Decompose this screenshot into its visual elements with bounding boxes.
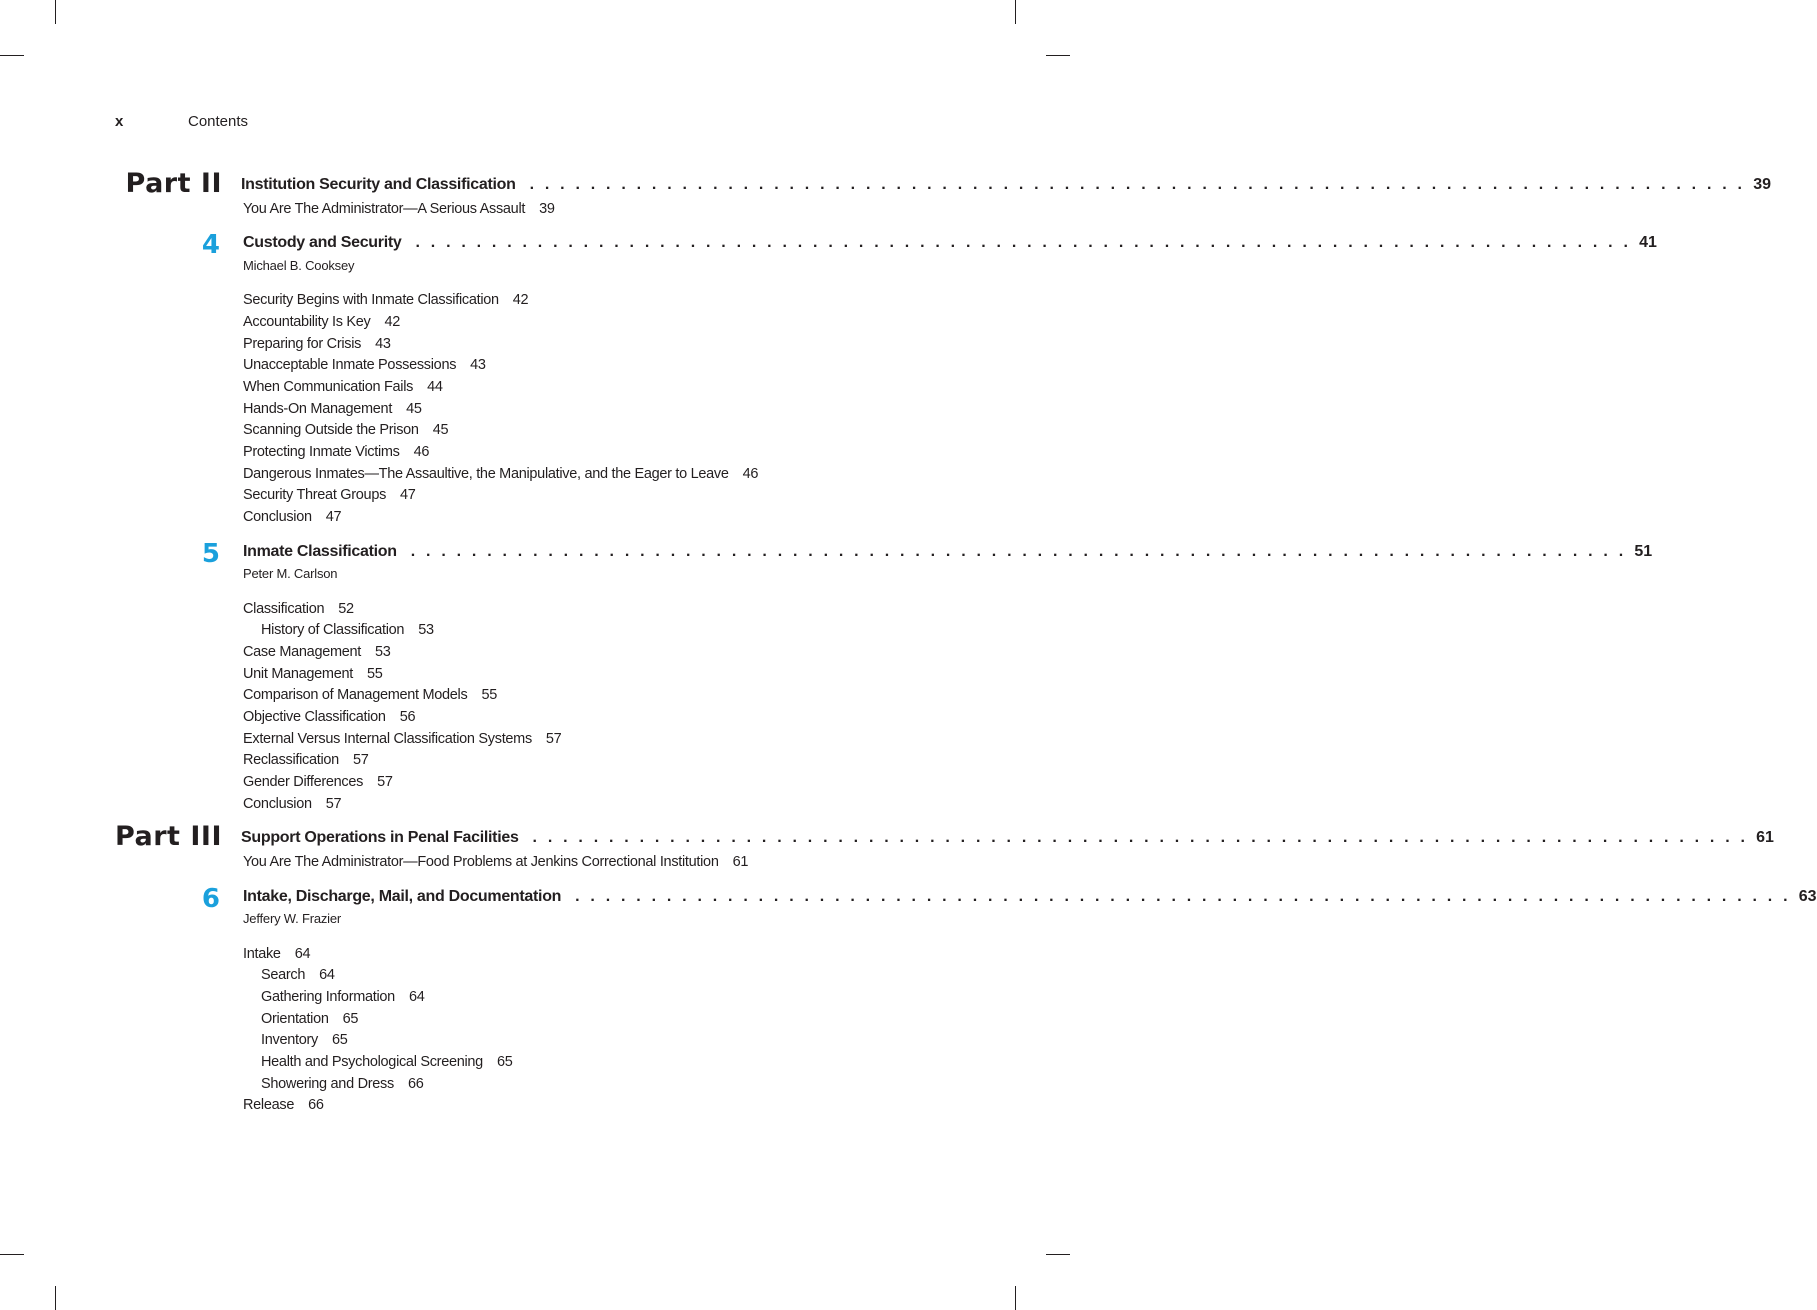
dot-leader: . . . . . . . . . . . . . . . . . . . . . . . . . . . . . . . . . . . . . . . . . . . . . . . . . . . . . . . . . . . . . . . . . . . . . . . . . . . . . . . . xyxy=(532,829,1749,846)
entry-title: Search xyxy=(261,967,306,983)
entry-page: 46 xyxy=(742,466,759,482)
crop-mark xyxy=(55,0,56,24)
chapter-title: Custody and Security xyxy=(243,234,402,251)
toc-entry[interactable] xyxy=(243,444,429,460)
chapter-author: Peter M. Carlson xyxy=(243,566,338,581)
entry-page: 47 xyxy=(325,509,342,525)
entry-title: Classification xyxy=(243,601,325,617)
entry-page: 65 xyxy=(496,1054,513,1070)
entry-page: 64 xyxy=(408,989,425,1005)
toc-entry[interactable] xyxy=(243,601,354,617)
entry-page: 57 xyxy=(325,796,342,812)
entry-title: Inventory xyxy=(261,1032,318,1048)
entry-page: 53 xyxy=(375,644,391,660)
dot-leader: . . . . . . . . . . . . . . . . . . . . . . . . . . . . . . . . . . . . . . . . . . . . . . . . . . . . . . . . . . . . . . . . . . . . . . . . . . . . . . . . xyxy=(575,888,1791,905)
toc-entry[interactable] xyxy=(243,644,391,660)
entry-title: Preparing for Crisis xyxy=(243,336,362,352)
toc-entry[interactable] xyxy=(243,1097,324,1113)
crop-mark xyxy=(1015,0,1016,24)
toc-entry[interactable] xyxy=(243,796,341,812)
toc-part-heading[interactable] xyxy=(241,176,1771,198)
entry-page: 42 xyxy=(512,292,529,308)
toc-subentry[interactable] xyxy=(261,967,335,983)
dot-leader: . . . . . . . . . . . . . . . . . . . . . . . . . . . . . . . . . . . . . . . . . . . . . . . . . . . . . . . . . . . . . . . . . . . . . . . . . . . . . . . . xyxy=(415,234,1632,251)
chapter-number: 6 xyxy=(201,884,220,914)
entry-title: Unit Management xyxy=(243,666,353,682)
entry-title: Hands-On Management xyxy=(243,401,393,417)
toc-chapter-heading[interactable] xyxy=(243,888,1817,910)
entry-title: History of Classification xyxy=(261,622,405,638)
toc-chapter-heading[interactable] xyxy=(243,543,1653,565)
entry-page: 66 xyxy=(308,1097,324,1113)
crop-mark xyxy=(0,55,24,56)
entry-title: Conclusion xyxy=(243,509,312,525)
entry-page: 66 xyxy=(407,1076,424,1092)
dot-leader: . . . . . . . . . . . . . . . . . . . . . . . . . . . . . . . . . . . . . . . . . . . . . . . . . . . . . . . . . . . . . . . . . . . . . . . . . . . . . . . . xyxy=(529,176,1746,193)
toc-entry[interactable] xyxy=(243,854,748,870)
entry-title: Showering and Dress xyxy=(261,1076,394,1092)
toc-entry[interactable] xyxy=(243,357,486,373)
entry-title: You Are The Administrator—Food Problems at Jenkins Correctional Institution xyxy=(243,854,719,870)
toc-chapter-heading[interactable] xyxy=(243,234,1657,256)
entry-page: 42 xyxy=(384,314,401,330)
toc-entry[interactable] xyxy=(243,709,415,725)
entry-title: Reclassification xyxy=(243,752,339,768)
toc-subentry[interactable] xyxy=(261,622,434,638)
entry-title: Gender Differences xyxy=(243,774,364,790)
crop-mark xyxy=(1015,1286,1016,1310)
part-label: Part II xyxy=(125,168,222,199)
toc-entry[interactable] xyxy=(243,666,382,682)
crop-mark xyxy=(1046,55,1070,56)
entry-title: Objective Classification xyxy=(243,709,386,725)
entry-page: 65 xyxy=(331,1032,348,1048)
toc-subentry[interactable] xyxy=(261,1054,512,1070)
entry-page: 61 xyxy=(732,854,749,870)
toc-entry[interactable] xyxy=(243,731,561,747)
chapter-number: 5 xyxy=(201,539,220,569)
toc-subentry[interactable] xyxy=(261,1076,423,1092)
toc-entry[interactable] xyxy=(243,509,341,525)
dot-leader: . . . . . . . . . . . . . . . . . . . . . . . . . . . . . . . . . . . . . . . . . . . . . . . . . . . . . . . . . . . . . . . . . . . . . . . . . . . . . . . . xyxy=(410,543,1627,560)
toc-entry[interactable] xyxy=(243,774,393,790)
toc-entry[interactable] xyxy=(243,314,400,330)
entry-title: Case Management xyxy=(243,644,362,660)
page-number: 39 xyxy=(1753,176,1771,193)
toc-entry[interactable] xyxy=(243,379,443,395)
entry-title: Protecting Inmate Victims xyxy=(243,444,400,460)
toc-part-heading[interactable] xyxy=(241,829,1774,851)
entry-title: Security Begins with Inmate Classification xyxy=(243,292,499,308)
toc-entry[interactable] xyxy=(243,752,368,768)
page-folio: x xyxy=(115,113,124,130)
toc-subentry[interactable] xyxy=(261,989,424,1005)
entry-title: Orientation xyxy=(261,1011,329,1027)
toc-entry[interactable] xyxy=(243,946,310,962)
crop-mark xyxy=(1046,1254,1070,1255)
entry-title: Release xyxy=(243,1097,295,1113)
entry-title: Scanning Outside the Prison xyxy=(243,422,419,438)
entry-title: You Are The Administrator—A Serious Assault xyxy=(243,201,526,217)
toc-subentry[interactable] xyxy=(261,1032,347,1048)
entry-title: Accountability Is Key xyxy=(243,314,371,330)
page-number: 61 xyxy=(1756,829,1774,846)
page-number: 41 xyxy=(1639,234,1657,251)
entry-page: 65 xyxy=(342,1011,359,1027)
crop-mark xyxy=(55,1286,56,1310)
toc-entry[interactable] xyxy=(243,201,555,217)
chapter-number: 4 xyxy=(201,230,220,260)
crop-mark xyxy=(0,1254,24,1255)
entry-page: 44 xyxy=(427,379,443,395)
entry-page: 53 xyxy=(418,622,434,638)
entry-page: 52 xyxy=(338,601,354,617)
entry-title: External Versus Internal Classification Systems xyxy=(243,731,532,747)
toc-entry[interactable] xyxy=(243,487,416,503)
entry-page: 57 xyxy=(545,731,562,747)
entry-title: Conclusion xyxy=(243,796,312,812)
chapter-title: Inmate Classification xyxy=(243,543,397,560)
toc-entry[interactable] xyxy=(243,401,422,417)
page-number: 63 xyxy=(1798,888,1817,905)
entry-page: 57 xyxy=(377,774,393,790)
entry-page: 55 xyxy=(481,687,497,703)
running-head-title: Contents xyxy=(188,113,249,130)
part-label: Part III xyxy=(114,821,222,852)
entry-page: 43 xyxy=(375,336,391,352)
entry-page: 46 xyxy=(413,444,430,460)
part-title: Institution Security and Classification xyxy=(241,176,516,193)
toc-entry[interactable] xyxy=(243,466,758,482)
toc-subentry[interactable] xyxy=(261,1011,358,1027)
entry-page: 64 xyxy=(319,967,335,983)
entry-page: 55 xyxy=(366,666,383,682)
chapter-author: Jeffery W. Frazier xyxy=(243,911,342,926)
part-title: Support Operations in Penal Facilities xyxy=(241,829,519,846)
entry-title: Intake xyxy=(243,946,281,962)
entry-title: Security Threat Groups xyxy=(243,487,387,503)
entry-page: 39 xyxy=(539,201,555,217)
entry-page: 57 xyxy=(352,752,369,768)
entry-page: 64 xyxy=(294,946,311,962)
toc-entry[interactable] xyxy=(243,336,391,352)
entry-title: Health and Psychological Screening xyxy=(261,1054,483,1070)
entry-page: 43 xyxy=(470,357,486,373)
entry-title: Unacceptable Inmate Possessions xyxy=(243,357,457,373)
entry-page: 45 xyxy=(406,401,422,417)
entry-title: When Communication Fails xyxy=(243,379,414,395)
entry-page: 45 xyxy=(432,422,449,438)
chapter-author: Michael B. Cooksey xyxy=(243,258,355,273)
toc-entry[interactable] xyxy=(243,422,448,438)
toc-entry[interactable] xyxy=(243,687,497,703)
toc-entry[interactable] xyxy=(243,292,528,308)
entry-title: Gathering Information xyxy=(261,989,395,1005)
page-number: 51 xyxy=(1634,543,1653,560)
entry-page: 56 xyxy=(399,709,416,725)
entry-page: 47 xyxy=(400,487,416,503)
entry-title: Comparison of Management Models xyxy=(243,687,468,703)
entry-title: Dangerous Inmates—The Assaultive, the Manipulative, and the Eager to Leave xyxy=(243,466,729,482)
chapter-title: Intake, Discharge, Mail, and Documentation xyxy=(243,888,562,905)
